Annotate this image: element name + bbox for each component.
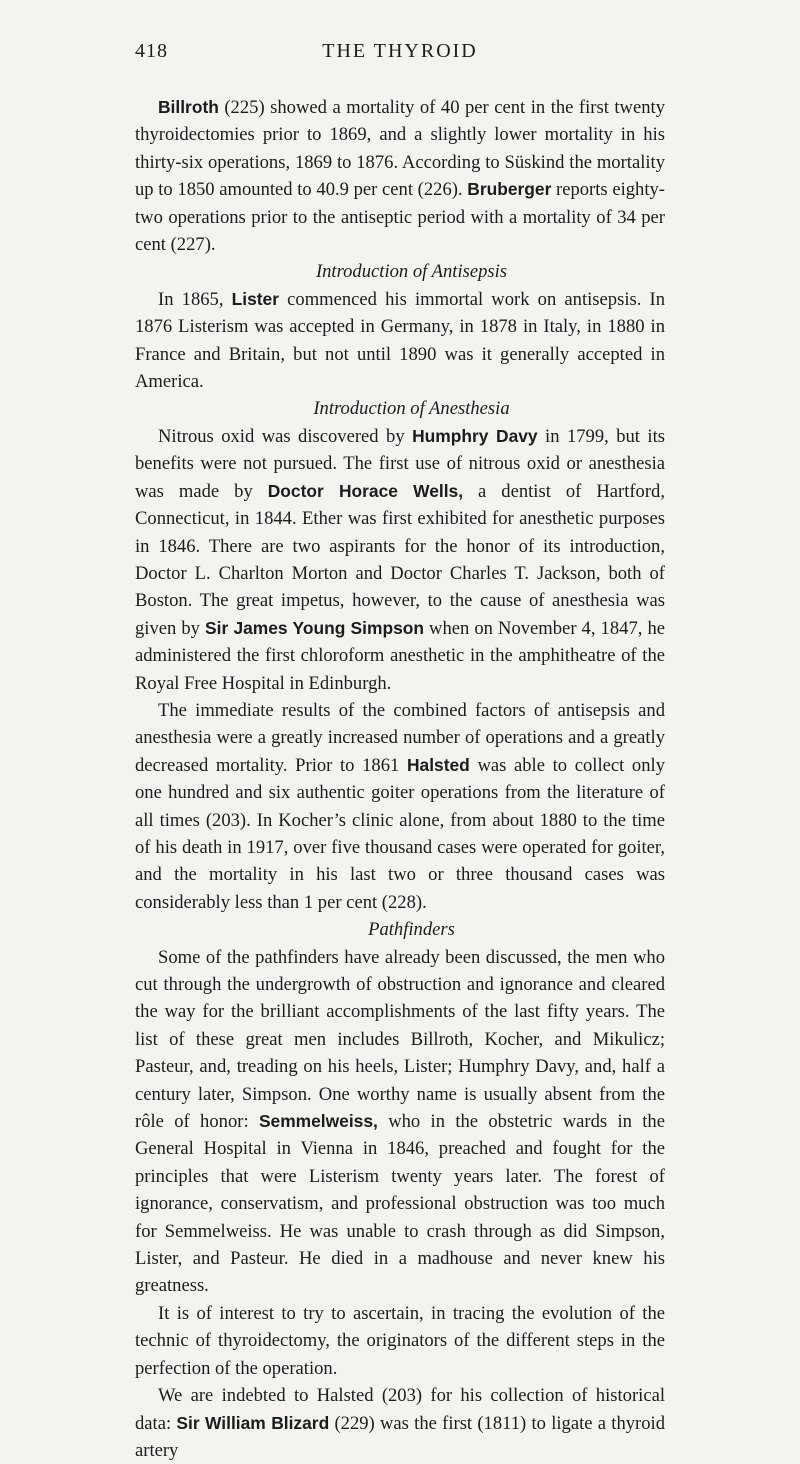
paragraph (135, 697, 665, 916)
text-run: We are indebted to Halsted (203) for his collection of historical data: (135, 1385, 665, 1434)
bold-name: Billroth (158, 97, 219, 117)
paragraph (135, 944, 665, 1300)
paragraph (135, 1382, 665, 1464)
page-header (135, 40, 665, 70)
paragraph: It is of interest to try to ascertain, in tracing the evolution of the technic of thyroidectomy, the originators of the different steps in the perfection of the operation. (135, 1302, 665, 1379)
text-run: commenced his immortal work on antisepsis. In 1876 Listerism was accepted in Germany, in 1878 in Italy, in 1880 in France and Britain, but not until 1890 was it generally accepted in America. (135, 288, 666, 393)
text-run: (225) showed a mortality of 40 per cent in the first twenty thyroidectomies prior to 1869, and a slightly lower mortality in his thirty-six operations, 1869 to 1876. According to Süskind the mortality up to 1850 amounted to 40.9 per cent (226). (135, 97, 665, 201)
bold-name: Lister (231, 288, 279, 309)
body-text (135, 94, 665, 1464)
bold-name: Bruberger (467, 179, 552, 200)
section-heading-pathfinders: Pathfinders (368, 919, 455, 941)
text-run: who in the obstetric wards in the General Hospital in Vienna in 1846, preached and fought for the principles that were Listerism twenty years later. The forest of ignorance, conservatism, and professional obstruction was too much for Semmelweiss. He was unable to crash through as did Simpson, Lister, and Pasteur. He died in a madhouse and never knew his greatness. (135, 1111, 665, 1297)
bold-name: Sir James Young Simpson (205, 617, 424, 638)
bold-name: Sir William Blizard (176, 1412, 330, 1433)
text-run: a dentist of Hartford, Connecticut, in 1844. Ether was first exhibited for anesthetic purposes in 1846. There are two aspirants for the honor of its introduction, Doctor L. Charlton Morton and Doctor Charles T. Jackson, both of Boston. The great impetus, however, to the cause of anesthesia was given by (135, 480, 665, 639)
text-run: (229) was the first (1811) to ligate a thyroid artery (135, 1412, 665, 1461)
paragraph (135, 94, 665, 258)
text-run: was able to collect only one hundred and six authentic goiter operations from the literature of all times (203). In Kocher’s clinic alone, from about 1880 to the time of his death in 1917, over five thousand cases were operated for goiter, and the mortality in his last two or three thousand cases was considerably less than 1 per cent (228). (135, 754, 665, 913)
text-run: Some of the pathfinders have already been discussed, the men who cut through the undergrowth of obstruction and ignorance and cleared the way for the brilliant accomplishments of the last fifty years. The list of these great men includes Billroth, Kocher, and Mikulicz; Pasteur, and, treading on his heels, Lister; Humphry Davy, and, half a century later, Simpson. One worthy name is usually absent from the rôle of honor: (135, 946, 665, 1133)
bold-name: Halsted (406, 754, 470, 775)
running-head: THE THYROID (322, 40, 478, 62)
text-run: reports eighty-two operations prior to the antiseptic period with a mortality of 34 per cent (227). (135, 179, 665, 256)
text-run: In 1865, (158, 288, 232, 310)
bold-name: Doctor Horace Wells, (267, 480, 464, 501)
page-number: 418 (135, 40, 168, 62)
bold-name: Humphry Davy (412, 425, 538, 446)
text-run: in 1799, but its benefits were not pursued. The first use of nitrous oxid or anesthesia was made by (135, 425, 665, 502)
text-run: when on November 4, 1847, he administered the first chloroform anesthetic in the amphitheatre of the Royal Free Hospital in Edinburgh. (135, 617, 665, 694)
text-run: Nitrous oxid was discovered by (158, 425, 413, 447)
text-run: The immediate results of the combined factors of antisepsis and anesthesia were a greatly increased number of operations and a greatly decreased mortality. Prior to 1861 (135, 699, 665, 776)
bold-name: Semmelweiss, (258, 1111, 378, 1132)
paragraph (135, 423, 665, 697)
section-heading-antisepsis: Introduction of Antisepsis (315, 261, 508, 283)
paragraph (135, 286, 665, 396)
section-heading-anesthesia: Introduction of Anesthesia (313, 398, 510, 420)
